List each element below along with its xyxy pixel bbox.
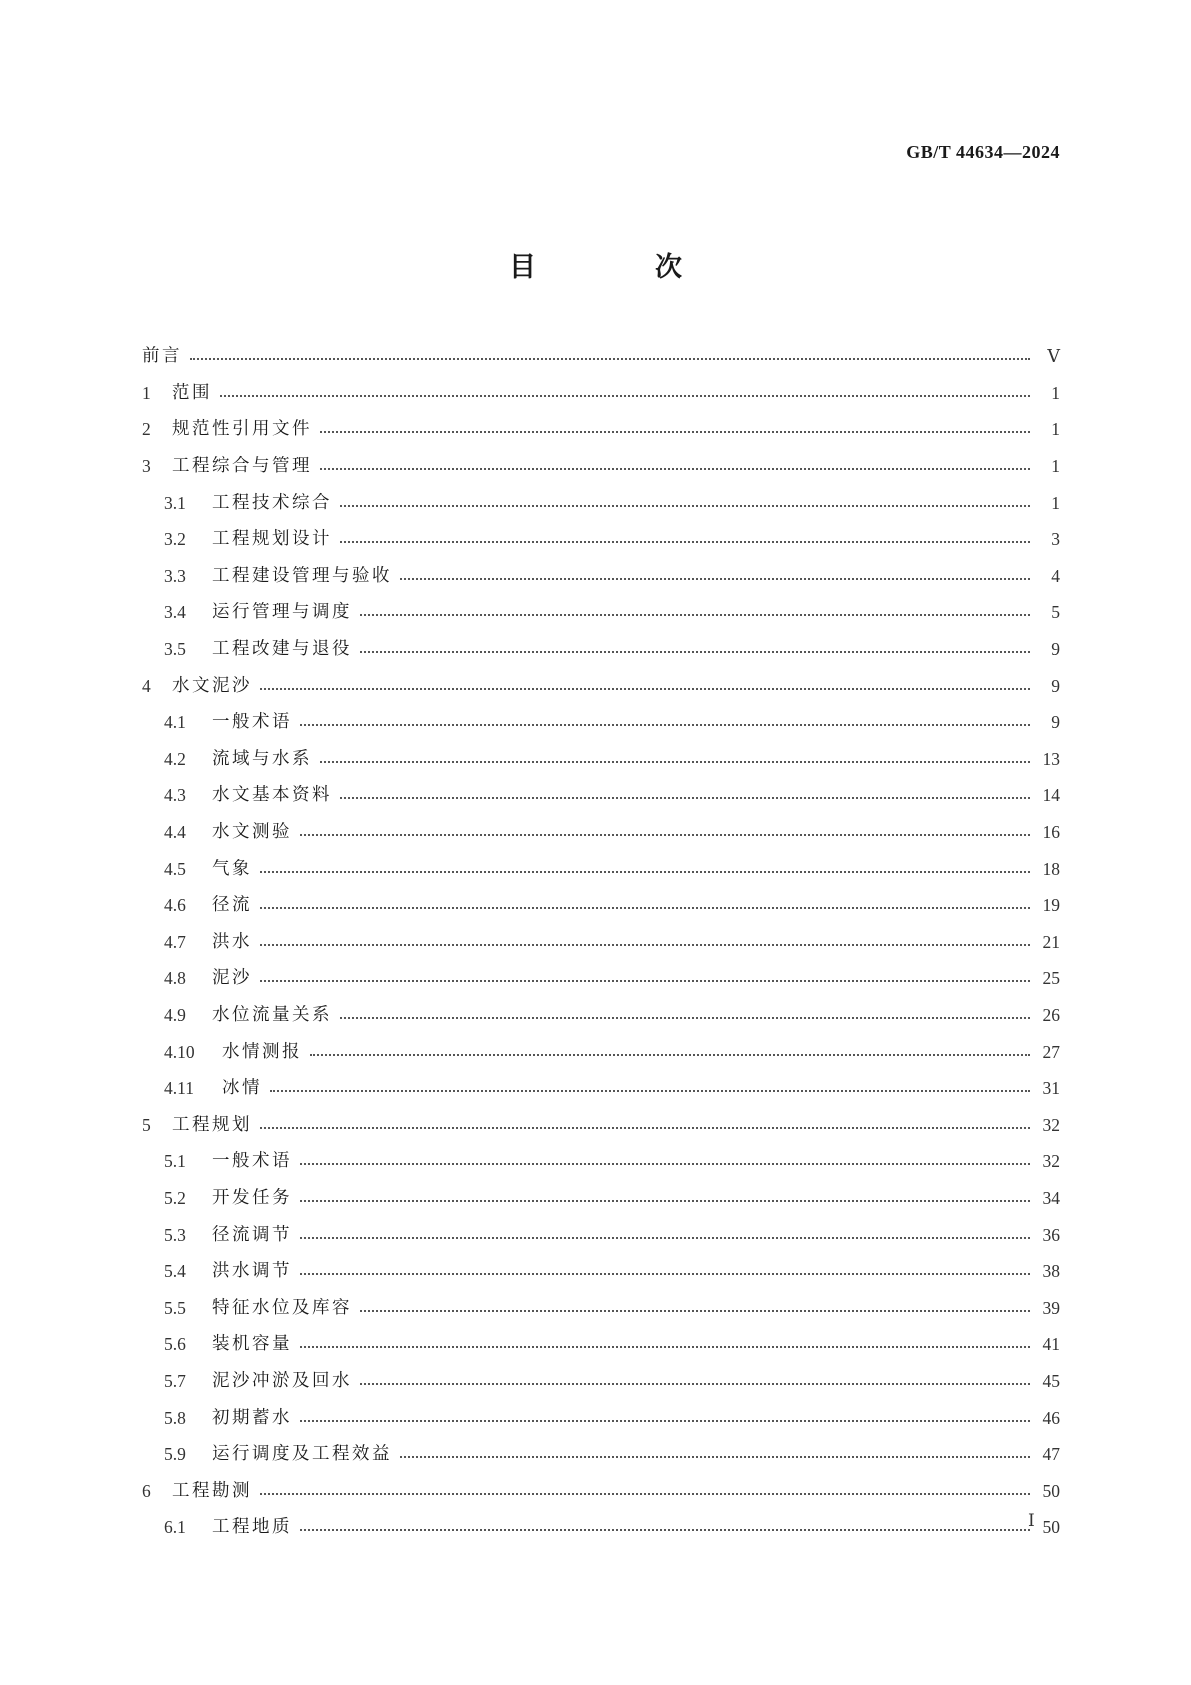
toc-entry[interactable] [142, 558, 1060, 595]
toc-entry[interactable] [142, 1070, 1060, 1107]
toc-entry-label: 工程建设管理与验收 [212, 565, 392, 586]
dot-leader [360, 614, 1030, 616]
dot-leader [270, 1090, 1030, 1092]
dot-leader [260, 871, 1030, 873]
toc-entry-number: 1 [142, 382, 151, 403]
toc-entry[interactable] [142, 1289, 1060, 1326]
dot-leader [260, 1127, 1030, 1129]
toc-entry-page: 32 [1042, 1114, 1060, 1135]
table-of-contents [142, 338, 1060, 1546]
toc-entry[interactable] [142, 777, 1060, 814]
toc-entry[interactable] [142, 521, 1060, 558]
toc-entry-number: 4.6 [164, 895, 186, 916]
toc-entry[interactable] [142, 1326, 1060, 1363]
toc-entry[interactable] [142, 1143, 1060, 1180]
toc-entry-number: 3.3 [164, 565, 186, 586]
toc-entry[interactable] [142, 411, 1060, 448]
toc-entry-page: 1 [1051, 492, 1060, 513]
toc-entry[interactable] [142, 484, 1060, 521]
toc-entry-label: 工程改建与退役 [212, 639, 352, 660]
toc-entry[interactable] [142, 1180, 1060, 1217]
toc-entry-label: 工程规划设计 [212, 529, 332, 550]
toc-entry-page: 36 [1042, 1224, 1060, 1245]
toc-entry-label: 工程地质 [212, 1517, 292, 1538]
toc-entry-label: 气象 [212, 858, 252, 879]
toc-entry-number: 4.3 [164, 785, 186, 806]
dot-leader [300, 1200, 1030, 1202]
toc-entry-label: 范围 [172, 382, 212, 403]
dot-leader [300, 1529, 1030, 1531]
toc-entry-page: 9 [1051, 639, 1060, 660]
dot-leader [400, 578, 1030, 580]
toc-entry[interactable] [142, 704, 1060, 741]
toc-entry-page: 45 [1042, 1370, 1060, 1391]
toc-entry-page: 31 [1042, 1078, 1060, 1099]
toc-entry[interactable] [142, 1363, 1060, 1400]
dot-leader [260, 944, 1030, 946]
toc-entry-page: 32 [1042, 1151, 1060, 1172]
toc-entry-page: 16 [1042, 822, 1060, 843]
toc-entry-page: 1 [1051, 382, 1060, 403]
standard-code: GB/T 44634—2024 [906, 142, 1060, 162]
toc-entry-number: 5.9 [164, 1444, 186, 1465]
toc-entry-page: Ⅴ [1047, 346, 1060, 367]
dot-leader [300, 1420, 1030, 1422]
toc-entry-label: 工程综合与管理 [172, 456, 312, 477]
toc-entry-page: 1 [1051, 419, 1060, 440]
dot-leader [300, 1163, 1030, 1165]
toc-entry-label: 前言 [142, 346, 182, 367]
toc-entry-number: 4.4 [164, 822, 186, 843]
toc-entry[interactable] [142, 631, 1060, 668]
toc-entry-number: 4.1 [164, 712, 186, 733]
toc-entry-label: 洪水 [212, 931, 252, 952]
dot-leader [320, 761, 1030, 763]
toc-entry-number: 6.1 [164, 1517, 186, 1538]
toc-entry-page: 19 [1042, 895, 1060, 916]
toc-entry-label: 开发任务 [212, 1187, 292, 1208]
dot-leader [400, 1456, 1030, 1458]
toc-entry-page: 50 [1042, 1517, 1060, 1538]
toc-entry-page: 50 [1042, 1480, 1060, 1501]
toc-entry-label: 流域与水系 [212, 748, 312, 769]
toc-entry-number: 5.8 [164, 1407, 186, 1428]
toc-entry-label: 水情测报 [222, 1041, 302, 1062]
toc-entry-number: 6 [142, 1480, 151, 1501]
toc-entry[interactable] [142, 338, 1060, 375]
toc-entry-label: 特征水位及库容 [212, 1297, 352, 1318]
toc-entry-number: 4.10 [164, 1041, 195, 1062]
dot-leader [310, 1054, 1030, 1056]
dot-leader [260, 1493, 1030, 1495]
toc-entry[interactable] [142, 1216, 1060, 1253]
toc-entry[interactable] [142, 1033, 1060, 1070]
toc-entry-page: 34 [1042, 1187, 1060, 1208]
dot-leader [300, 1346, 1030, 1348]
toc-entry-page: 41 [1042, 1334, 1060, 1355]
toc-entry[interactable] [142, 594, 1060, 631]
toc-entry-label: 工程勘测 [172, 1480, 252, 1501]
toc-entry-label: 工程规划 [172, 1114, 252, 1135]
toc-entry-page: 27 [1042, 1041, 1060, 1062]
toc-entry-label: 径流 [212, 895, 252, 916]
toc-entry-label: 工程技术综合 [212, 492, 332, 513]
toc-entry[interactable] [142, 1472, 1060, 1509]
toc-entry-label: 泥沙 [212, 968, 252, 989]
toc-entry-label: 运行管理与调度 [212, 602, 352, 623]
toc-title: 目 次 [509, 252, 728, 283]
dot-leader [300, 1273, 1030, 1275]
toc-entry-number: 4.5 [164, 858, 186, 879]
toc-entry-page: 25 [1042, 968, 1060, 989]
dot-leader [360, 1383, 1030, 1385]
toc-entry-label: 装机容量 [212, 1334, 292, 1355]
toc-entry-page: 13 [1042, 748, 1060, 769]
toc-entry[interactable] [142, 1436, 1060, 1473]
dot-leader [340, 1017, 1030, 1019]
toc-entry-page: 38 [1042, 1261, 1060, 1282]
dot-leader [300, 834, 1030, 836]
toc-entry[interactable] [142, 887, 1060, 924]
toc-entry[interactable] [142, 960, 1060, 997]
toc-entry-number: 4.8 [164, 968, 186, 989]
toc-entry[interactable] [142, 448, 1060, 485]
toc-entry-page: 1 [1051, 456, 1060, 477]
dot-leader [360, 651, 1030, 653]
toc-entry-page: 18 [1042, 858, 1060, 879]
toc-entry-label: 水文基本资料 [212, 785, 332, 806]
toc-entry-number: 3.1 [164, 492, 186, 513]
toc-entry-number: 5.4 [164, 1261, 186, 1282]
toc-entry-page: 9 [1051, 675, 1060, 696]
toc-entry-label: 冰情 [222, 1078, 262, 1099]
toc-entry-label: 径流调节 [212, 1224, 292, 1245]
toc-entry-number: 4.2 [164, 748, 186, 769]
dot-leader [260, 980, 1030, 982]
toc-entry-number: 4.11 [164, 1078, 194, 1099]
toc-entry[interactable] [142, 1509, 1060, 1546]
toc-entry-page: 39 [1042, 1297, 1060, 1318]
toc-entry-number: 4 [142, 675, 151, 696]
toc-entry-label: 泥沙冲淤及回水 [212, 1370, 352, 1391]
toc-entry-label: 运行调度及工程效益 [212, 1444, 392, 1465]
toc-entry-number: 4.7 [164, 931, 186, 952]
toc-entry-label: 一般术语 [212, 1151, 292, 1172]
dot-leader [300, 1237, 1030, 1239]
toc-entry-label: 水文测验 [212, 822, 292, 843]
dot-leader [220, 395, 1030, 397]
toc-entry[interactable] [142, 1399, 1060, 1436]
toc-entry[interactable] [142, 1106, 1060, 1143]
toc-entry-page: 14 [1042, 785, 1060, 806]
toc-entry-label: 水位流量关系 [212, 1004, 332, 1025]
toc-entry[interactable] [142, 850, 1060, 887]
dot-leader [260, 688, 1030, 690]
toc-entry-page: 21 [1042, 931, 1060, 952]
toc-entry-page: 5 [1051, 602, 1060, 623]
dot-leader [360, 1310, 1030, 1312]
toc-entry-number: 5.6 [164, 1334, 186, 1355]
toc-entry-page: 3 [1051, 529, 1060, 550]
toc-entry[interactable] [142, 997, 1060, 1034]
toc-entry-number: 5.1 [164, 1151, 186, 1172]
dot-leader [260, 907, 1030, 909]
toc-entry-number: 5.2 [164, 1187, 186, 1208]
toc-entry-number: 3.2 [164, 529, 186, 550]
toc-entry-page: 46 [1042, 1407, 1060, 1428]
toc-entry-number: 5.3 [164, 1224, 186, 1245]
toc-entry-number: 3.5 [164, 639, 186, 660]
toc-entry-number: 4.9 [164, 1004, 186, 1025]
toc-entry-page: 26 [1042, 1004, 1060, 1025]
toc-entry-page: 47 [1042, 1444, 1060, 1465]
page-number: Ⅰ [1028, 1511, 1035, 1530]
toc-entry[interactable] [142, 924, 1060, 961]
toc-entry-page: 9 [1051, 712, 1060, 733]
toc-entry[interactable] [142, 741, 1060, 778]
toc-entry-label: 初期蓄水 [212, 1407, 292, 1428]
dot-leader [320, 431, 1030, 433]
toc-entry-number: 2 [142, 419, 151, 440]
toc-entry-page: 4 [1051, 565, 1060, 586]
toc-entry[interactable] [142, 814, 1060, 851]
toc-entry-label: 洪水调节 [212, 1261, 292, 1282]
toc-entry-number: 3.4 [164, 602, 186, 623]
dot-leader [340, 541, 1030, 543]
toc-entry-label: 一般术语 [212, 712, 292, 733]
dot-leader [340, 505, 1030, 507]
toc-entry[interactable] [142, 1253, 1060, 1290]
toc-entry-number: 5.7 [164, 1370, 186, 1391]
dot-leader [190, 358, 1030, 360]
toc-entry[interactable] [142, 667, 1060, 704]
dot-leader [320, 468, 1030, 470]
toc-entry-number: 5 [142, 1114, 151, 1135]
toc-entry-number: 5.5 [164, 1297, 186, 1318]
toc-entry[interactable] [142, 375, 1060, 412]
dot-leader [300, 724, 1030, 726]
toc-entry-label: 规范性引用文件 [172, 419, 312, 440]
toc-entry-label: 水文泥沙 [172, 675, 252, 696]
toc-entry-number: 3 [142, 456, 151, 477]
dot-leader [340, 797, 1030, 799]
